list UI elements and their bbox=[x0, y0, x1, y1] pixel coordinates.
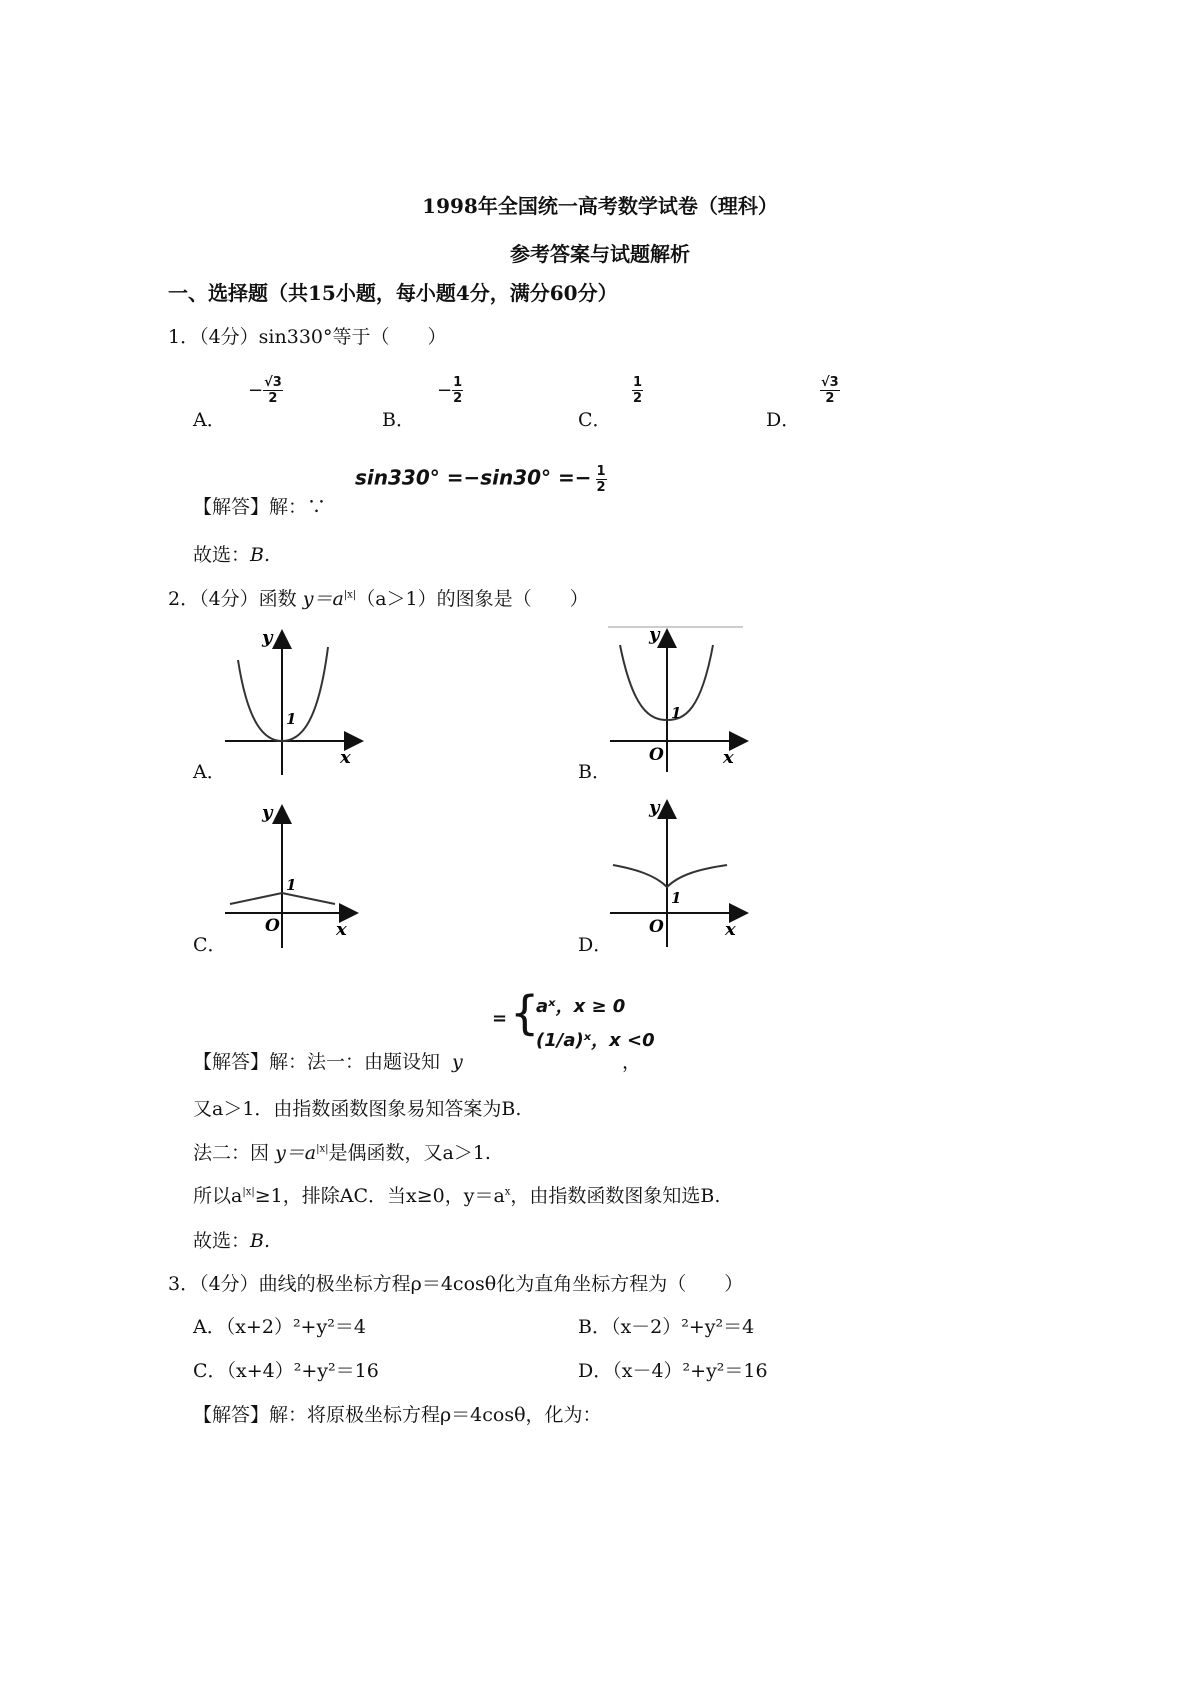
axis-y-label: y bbox=[649, 797, 660, 818]
one-label: 1 bbox=[671, 889, 682, 907]
q1-option-b-value: − $\frac{1}{2}$ bbox=[437, 375, 463, 406]
q2-graph-c-label: C． bbox=[193, 934, 227, 956]
q2-line2: 又a＞1．由指数函数图象易知答案为B. bbox=[193, 1098, 522, 1120]
axis-x-label: x bbox=[723, 747, 734, 768]
one-label: 1 bbox=[286, 876, 297, 894]
q3-option-b: B．（x－2）²+y²＝4 bbox=[578, 1316, 755, 1338]
q2-graph-b-label: B． bbox=[578, 761, 611, 783]
axis-y-label: y bbox=[649, 624, 660, 645]
q1-option-d: D． bbox=[766, 409, 801, 431]
q1-option-c-value: $\frac{1}{2}$ bbox=[633, 375, 643, 406]
page-title: 1998年全国统一高考数学试卷（理科） bbox=[422, 194, 778, 218]
axis-x-label: x bbox=[336, 919, 347, 940]
q3-option-d: D．（x－4）²+y²＝16 bbox=[578, 1360, 768, 1382]
q2-answer-prefix: 【解答】解：法一：由题设知 y bbox=[193, 1051, 463, 1073]
q1-option-c: C． bbox=[578, 409, 612, 431]
q1-stem: 1．（4分）sin330°等于（ ） bbox=[168, 326, 447, 348]
q2-graph-c bbox=[220, 800, 370, 950]
axis-y-label: y bbox=[262, 627, 273, 648]
one-label: 1 bbox=[286, 710, 297, 728]
q1-answer-prefix: 【解答】解：∵ bbox=[193, 496, 327, 518]
q2-graph-b bbox=[605, 620, 755, 775]
page-subtitle: 参考答案与试题解析 bbox=[510, 242, 690, 266]
one-label: 1 bbox=[671, 704, 682, 722]
q1-option-b: B． bbox=[382, 409, 415, 431]
axis-y-label: y bbox=[262, 802, 273, 823]
q3-option-a: A．（x+2）²+y²＝4 bbox=[193, 1316, 366, 1338]
q2-graph-d-label: D． bbox=[578, 934, 613, 956]
q3-stem: 3．（4分）曲线的极坐标方程ρ＝4cosθ化为直角坐标方程为（ ） bbox=[168, 1273, 744, 1295]
q1-option-d-value: $\frac{√3}{2}$ bbox=[821, 375, 839, 406]
q2-line3: 法二：因 $y=a^{|x|}$是偶函数，又a＞1. bbox=[193, 1142, 491, 1164]
q1-conclusion: 故选：B. bbox=[193, 544, 271, 566]
origin-label: O bbox=[649, 917, 664, 937]
q3-answer: 【解答】解：将原极坐标方程ρ＝4cosθ，化为： bbox=[193, 1404, 602, 1426]
q2-graph-a bbox=[220, 625, 370, 775]
q2-stem: 2．（4分）函数 $y=a^{|x|}(a>1)$的图象是（ ） bbox=[168, 588, 589, 610]
q1-option-a: A． bbox=[193, 409, 226, 431]
origin-label: O bbox=[649, 745, 664, 765]
q2-line4: 所以$a^{|x|}\ge 1$，排除AC．当x≥0，$y=a^x$，由指数函数图象知选B. bbox=[193, 1185, 721, 1207]
axis-x-label: x bbox=[340, 747, 351, 768]
origin-label: O bbox=[265, 916, 280, 936]
q2-comma: ， bbox=[622, 1051, 642, 1073]
q1-answer-formula: sin330° =−sin30° =− $\frac{1}{2}$ bbox=[355, 464, 606, 495]
axis-x-label: x bbox=[725, 919, 736, 940]
section-heading: 一、选择题（共15小题，每小题4分，满分60分） bbox=[168, 281, 618, 305]
q2-graph-d bbox=[605, 795, 755, 950]
q2-graph-a-label: A． bbox=[193, 761, 226, 783]
q3-option-c: C．（x+4）²+y²＝16 bbox=[193, 1360, 379, 1382]
q1-option-a-value: − $\frac{√3}{2}$ bbox=[248, 375, 282, 406]
q2-conclusion: 故选：B. bbox=[193, 1230, 271, 1252]
